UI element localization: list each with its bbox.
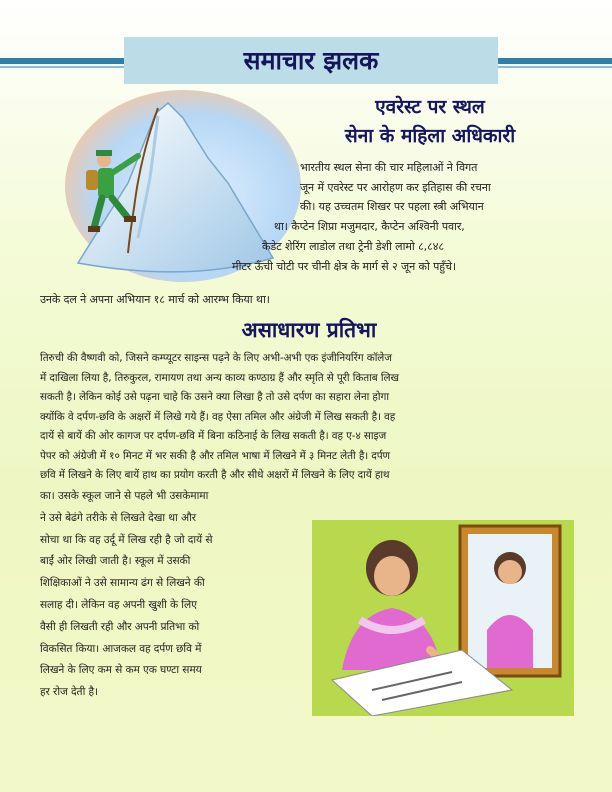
article2-body-narrow xyxy=(40,486,212,704)
article2-line: तिरुची की वैष्णवी को, जिसने कम्प्यूटर साइन्स पढ़ने के लिए अभी-अभी एक इंजीनियरिंग कॉलेज xyxy=(40,352,392,364)
article1-line: था। कैप्टेन शिप्रा मजुमदार, कैप्टेन अश्विनी पवार, xyxy=(274,220,465,233)
article2-line: छवि में लिखने के लिए बायें हाथ का प्रयोग करती है और सीधे अक्षरों में लिखने के लिए दायें हाथ xyxy=(40,469,390,481)
article1-line: उनके दल ने अपना अभियान १८ मार्च को आरम्भ किया था। xyxy=(40,293,270,306)
article2-line: दायें से बायें की ओर कागज पर दर्पण-छवि में बिना कठिनाई के लिख सकती है। वह ए-४ साइज xyxy=(40,430,387,442)
article1-title-line1: एवरेस्ट पर स्थल xyxy=(375,96,485,118)
article2-line: हर रोज देती है। xyxy=(40,686,98,699)
article2-title: असाधारण प्रतिभा xyxy=(241,318,377,342)
article1-body-end xyxy=(40,290,270,310)
article1-body-mid xyxy=(274,217,465,237)
article2-line: सलाह दी। लेकिन वह अपनी खुशी के लिए xyxy=(40,598,197,611)
article2-line: सोचा था कि वह उर्दू में लिख रही है जो दायें से xyxy=(40,533,213,546)
article2-line: विकसित किया। आजकल वह दर्पण छवि में xyxy=(40,642,202,655)
article2-line: लिखने के लिए कम से कम एक घण्टा समय xyxy=(40,664,202,677)
article2-line: में दाखिला लिया है, तिरुकुरल, रामायण तथा अन्य काव्य कण्ठाग्र हैं और स्मृति से पूरी किताब लिख xyxy=(40,371,399,384)
page-banner-title: समाचार झलक xyxy=(124,37,498,84)
article2-line: पेपर को अंग्रेजी में १० मिनट में भर सकी है और तमिल भाषा में लिखने में ३ मिनट लेती है। दर्पण xyxy=(40,449,390,462)
article1-line: की। यह उच्चतम शिखर पर पहला स्त्री अभियान xyxy=(300,200,484,213)
article2-body-full xyxy=(40,349,399,486)
article1-body-top xyxy=(300,158,491,217)
article1-title-line2: सेना के महिला अधिकारी xyxy=(344,125,516,147)
article1-line: कैडेट शेरिंग लाडोल तथा ट्रेनी डेशी लामो ८,८४८ xyxy=(262,240,444,253)
article2-line: बाईं ओर लिखी जाती है। स्कूल में उसकी xyxy=(40,555,191,568)
article2-line: क्योंकि वे दर्पण-छवि के अक्षरों में लिखे गये हैं। वह ऐसा तमिल और अंग्रेजी में लिख सकती है। वह xyxy=(40,410,396,423)
article2-line: ने उसे बेढंगे तरीके से लिखते देखा था और xyxy=(40,511,196,524)
article1-line: भारतीय स्थल सेना की चार महिलाओं ने विगत xyxy=(300,161,478,174)
article1-body-mid2 xyxy=(262,237,444,257)
article1-line: मीटर ऊँची चोटी पर चीनी क्षेत्र के मार्ग से २ जून को पहुँचे। xyxy=(232,260,456,273)
article2-line: शिक्षिकाओं ने उसे सामान्य ढंग से लिखने की xyxy=(40,577,205,590)
mirror-writing-girl-illustration xyxy=(312,520,574,716)
article2-line: वैसी ही लिखती रही और अपनी प्रतिभा को xyxy=(40,620,200,633)
article2-line: सकती है। लेकिन कोई उसे पढ़ना चाहे कि उसने क्या लिखा है तो उसे दर्पण का सहारा लेना होगा xyxy=(40,391,389,403)
mirror xyxy=(460,526,560,676)
article1-body-mid3 xyxy=(232,257,456,277)
article2-line: का। उसके स्कूल जाने से पहले भी उसकेमामा xyxy=(40,490,209,502)
article1-line: जून में एवरेस्ट पर आरोहण कर इतिहास की रचना xyxy=(300,180,491,194)
